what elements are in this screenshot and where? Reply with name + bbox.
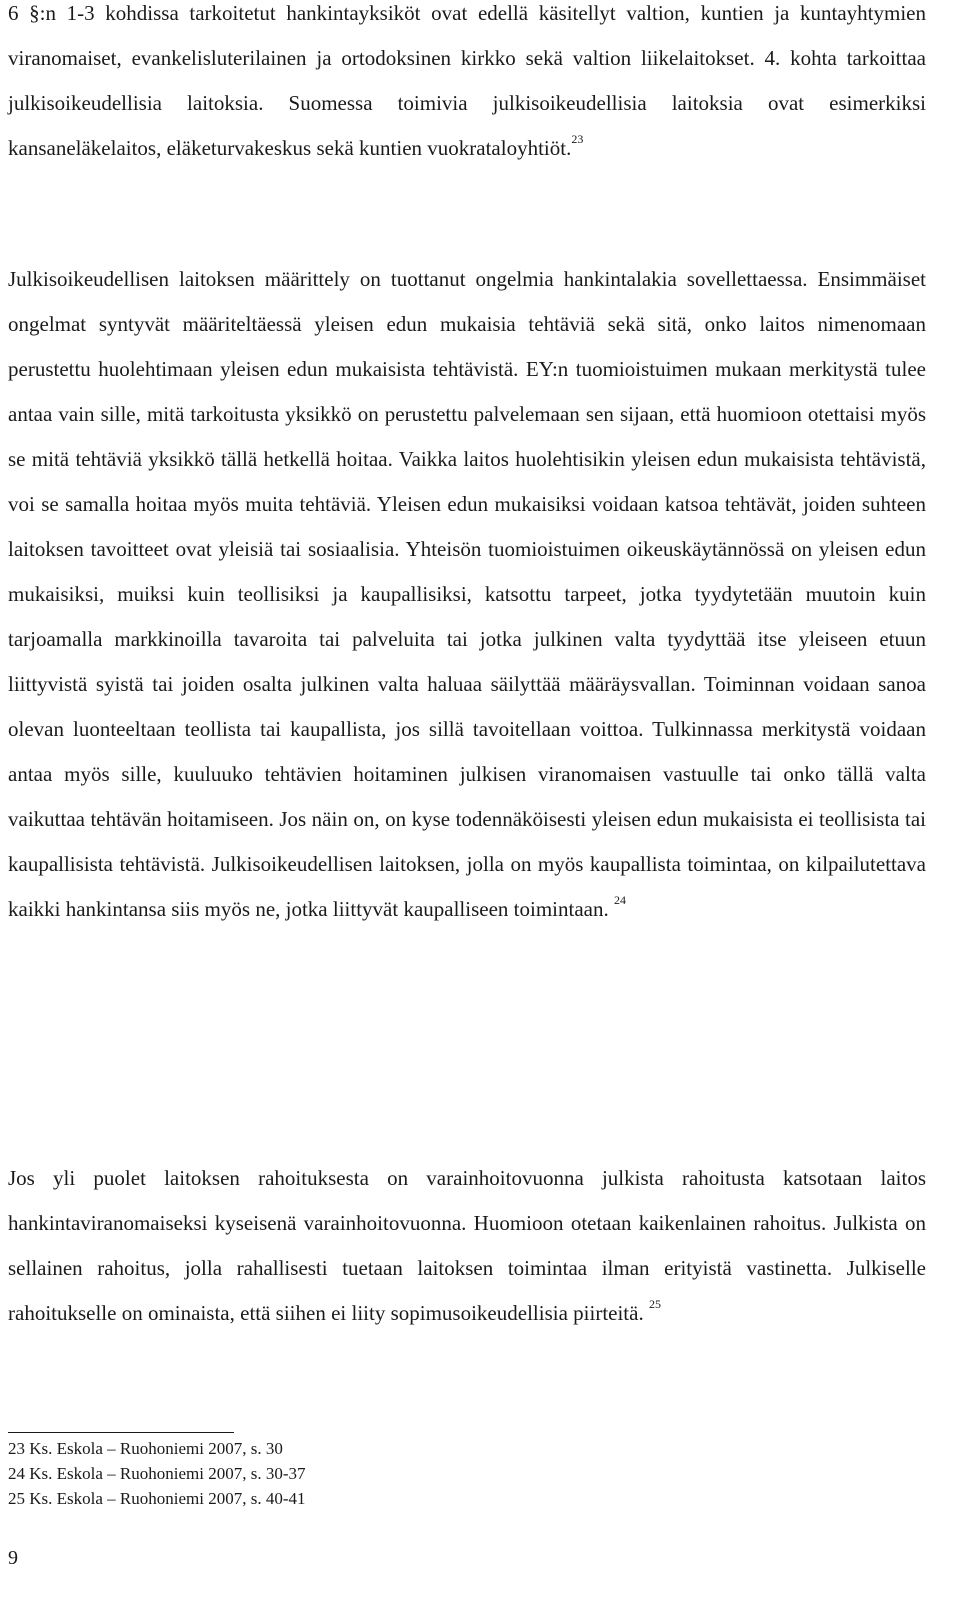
footnote-ref-23: 23: [571, 132, 584, 146]
footnote-25: 25 Ks. Eskola – Ruohoniemi 2007, s. 40-41: [8, 1489, 306, 1508]
footnote-24: 24 Ks. Eskola – Ruohoniemi 2007, s. 30-37: [8, 1464, 306, 1483]
footnote-separator: [8, 1432, 234, 1433]
paragraph-3: [8, 1156, 926, 1336]
paragraph-2-text: Julkisoikeudellisen laitoksen määrittely on tuottanut ongelmia hankintalakia sovellettaessa. Ensimmäiset ongelmat syntyvät määriteltäessä yleisen edun mukaisia tehtäviä sekä sitä, onko laitos nimenomaan perustettu huolehtimaan yleisen edun mukaisista tehtävistä. EY:n tuomioistuimen mukaan merkitystä tulee antaa vain sille, mitä tarkoitusta yksikkö on perustettu palvelemaan sen sijaan, että huomioon otettaisi myös se mitä tehtäviä yksikkö tällä hetkellä hoitaa. Vaikka laitos huolehtisikin yleisen edun mukaisista tehtävistä, voi se samalla hoitaa myös muita tehtäviä. Yleisen edun mukaisiksi voidaan katsoa tehtävät, joiden suhteen laitoksen tavoitteet ovat yleisiä tai sosiaalisia. Yhteisön tuomioistuimen oikeuskäytännössä on yleisen edun mukaisiksi, muiksi kuin teollisiksi ja kaupallisiksi, katsottu tarpeet, jotka tyydytetään muutoin kuin tarjoamalla markkinoilla tavaroita tai palveluita tai jotka julkinen valta tyydyttää itse yleiseen etuun liittyvistä syistä tai joiden osalta julkinen valta haluaa säilyttää määräysvallan. Toiminnan voidaan sanoa olevan luonteeltaan teollista tai kaupallista, jos sillä tavoitellaan voittoa. Tulkinnassa merkitystä voidaan antaa myös sille, kuuluuko tehtävien hoitaminen julkisen viranomaisen vastuulle tai onko tällä valta vaikuttaa tehtävän hoitamiseen. Jos näin on, on kyse todennäköisesti yleisen edun mukaisista ei teollisista tai kaupallisista tehtävistä. Julkisoikeudellisen laitoksen, jolla on myös kaupallista toimintaa, on kilpailutettava kaikki hankintansa siis myös ne, jotka liittyvät kaupalliseen toimintaan.: [8, 267, 926, 921]
paragraph-1-text: 6 §:n 1-3 kohdissa tarkoitetut hankintayksiköt ovat edellä käsitellyt valtion, kuntien ja kuntayhtymien viranomaiset, evankelisluterilainen ja ortodoksinen kirkko sekä valtion liikelaitokset. 4. kohta tarkoittaa julkisoikeudellisia laitoksia. Suomessa toimivia julkisoikeudellisia laitoksia ovat esimerkiksi kansaneläkelaitos, eläketurvakeskus sekä kuntien vuokrataloyhtiöt.: [8, 1, 926, 160]
footnote-ref-24: 24: [613, 893, 626, 907]
page-number: 9: [8, 1547, 18, 1569]
paragraph-3-text: Jos yli puolet laitoksen rahoituksesta on varainhoitovuonna julkista rahoitusta katsotaan laitos hankintaviranomaiseksi kyseisenä varainhoitovuonna. Huomioon otetaan kaikenlainen rahoitus. Julkista on sellainen rahoitus, jolla rahallisesti tuetaan laitoksen toimintaa ilman erityistä vastinetta. Julkiselle rahoitukselle on ominaista, että siihen ei liity sopimusoikeudellisia piirteitä.: [8, 1166, 926, 1325]
footnote-23: 23 Ks. Eskola – Ruohoniemi 2007, s. 30: [8, 1439, 283, 1458]
paragraph-1: [8, 0, 926, 171]
paragraph-2: [8, 257, 926, 932]
footnote-ref-25: 25: [648, 1297, 661, 1311]
footnotes: [8, 1436, 306, 1511]
